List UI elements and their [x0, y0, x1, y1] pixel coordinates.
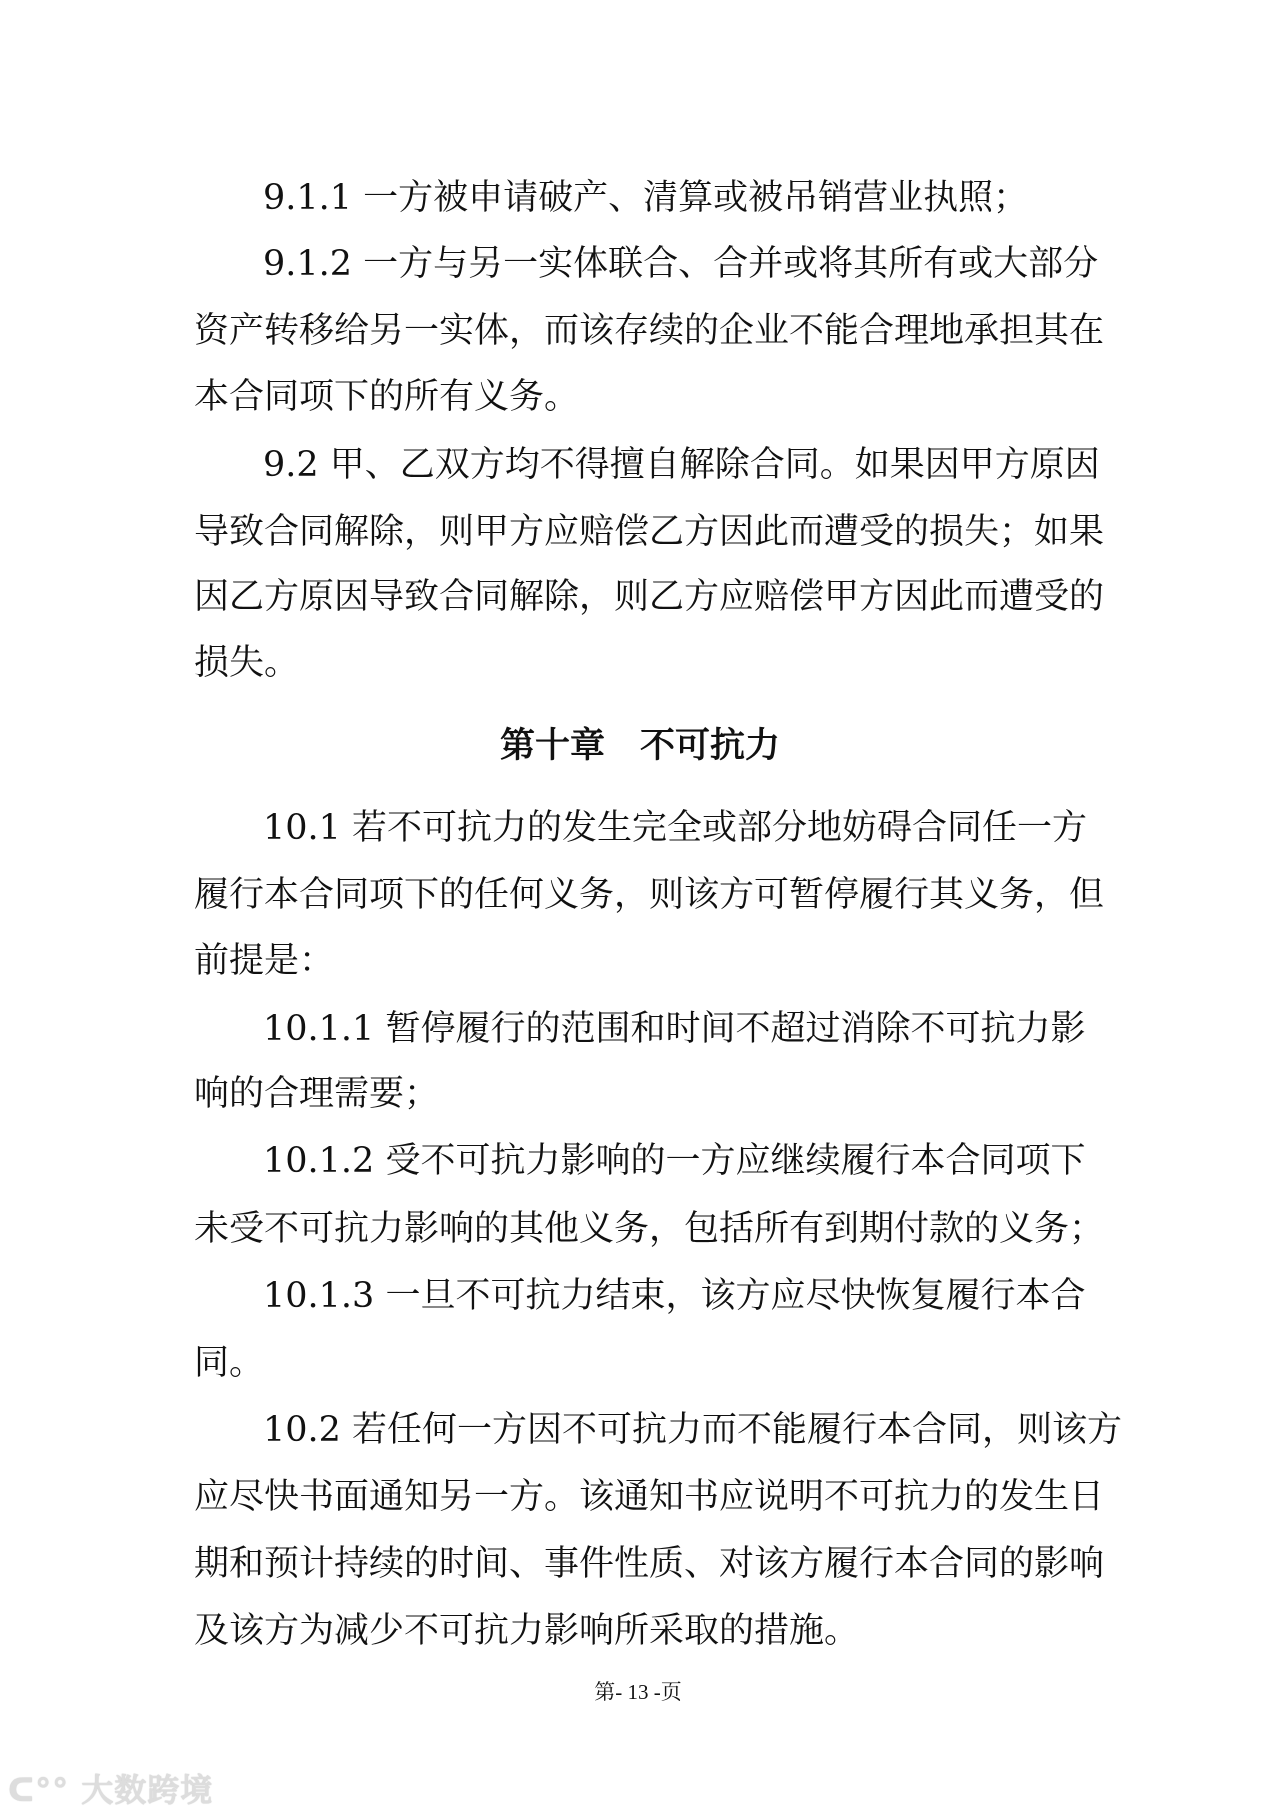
- paragraph-line: 9.1.1 一方被申请破产、清算或被吊销营业执照；: [263, 178, 1029, 218]
- paragraph-line: 资产转移给另一实体，而该存续的企业不能合理地承担其在: [194, 311, 1105, 351]
- paragraph-line: 9.2 甲、乙双方均不得擅自解除合同。如果因甲方原因: [263, 445, 1100, 485]
- paragraph-line: 同。: [194, 1343, 265, 1383]
- paragraph-line: 10.1.1 暂停履行的范围和时间不超过消除不可抗力影: [263, 1009, 1086, 1049]
- watermark-logo: [8, 1765, 213, 1811]
- paragraph-line: 10.1 若不可抗力的发生完全或部分地妨碍合同任一方: [263, 808, 1088, 848]
- paragraph-line: 10.1.2 受不可抗力影响的一方应继续履行本合同项下: [263, 1141, 1086, 1181]
- chapter-heading: 第十章 不可抗力: [499, 725, 780, 766]
- watermark-icon: ᑕ°°: [8, 1771, 70, 1809]
- paragraph-line: 履行本合同项下的任何义务，则该方可暂停履行其义务，但: [194, 875, 1105, 915]
- paragraph-line: 10.2 若任何一方因不可抗力而不能履行本合同，则该方: [263, 1410, 1123, 1450]
- paragraph-line: 及该方为减少不可抗力影响所采取的措施。: [194, 1611, 860, 1651]
- paragraph-line: 本合同项下的所有义务。: [194, 377, 580, 417]
- paragraph-line: 响的合理需要；: [194, 1074, 440, 1114]
- paragraph-line: 应尽快书面通知另一方。该通知书应说明不可抗力的发生日: [194, 1477, 1105, 1517]
- paragraph-line: 导致合同解除，则甲方应赔偿乙方因此而遭受的损失；如果: [194, 512, 1105, 552]
- paragraph-line: 10.1.3 一旦不可抗力结束，该方应尽快恢复履行本合: [263, 1276, 1086, 1316]
- paragraph-line: 前提是：: [194, 941, 335, 981]
- paragraph-line: 因乙方原因导致合同解除，则乙方应赔偿甲方因此而遭受的: [194, 577, 1105, 617]
- paragraph-line: 损失。: [194, 643, 300, 683]
- paragraph-line: 期和预计持续的时间、事件性质、对该方履行本合同的影响: [194, 1544, 1105, 1584]
- paragraph-line: 未受不可抗力影响的其他义务，包括所有到期付款的义务；: [194, 1209, 1105, 1249]
- paragraph-line: 9.1.2 一方与另一实体联合、合并或将其所有或大部分: [263, 244, 1099, 284]
- watermark-text: 大数跨境: [81, 1771, 214, 1809]
- page-number: 第- 13 -页: [594, 1680, 682, 1704]
